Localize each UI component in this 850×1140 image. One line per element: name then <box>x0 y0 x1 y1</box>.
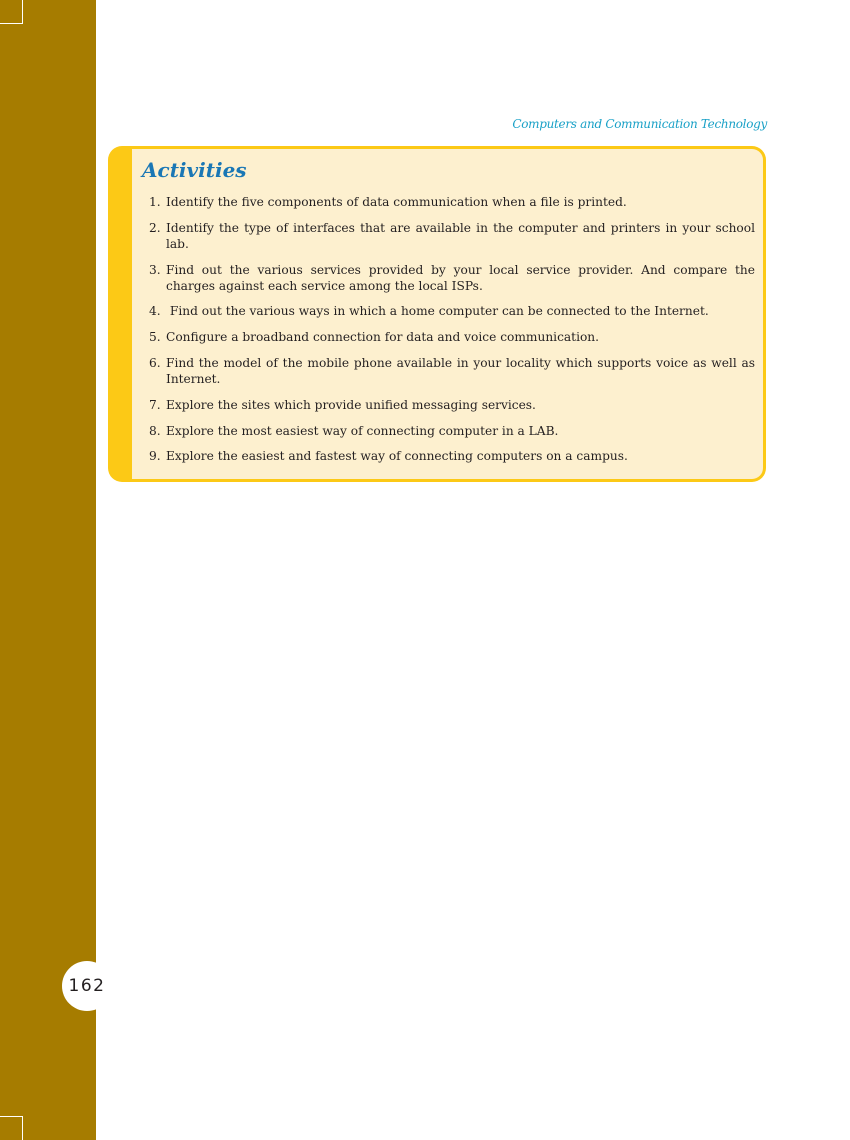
activity-text: Configure a broadband connection for data and voice communication. <box>166 330 600 345</box>
crop-mark-bottom <box>0 1116 23 1140</box>
activity-number: 5. <box>149 330 161 345</box>
activity-number: 3. <box>149 262 161 277</box>
activity-item <box>149 329 755 345</box>
activity-item <box>149 194 755 210</box>
activity-number: 6. <box>149 355 161 370</box>
activity-text: Explore the easiest and fastest way of connecting computers on a campus. <box>166 449 628 464</box>
activity-number: 9. <box>149 449 161 464</box>
activity-item <box>149 397 755 413</box>
activity-item <box>149 262 755 294</box>
activities-title: Activities <box>142 158 247 182</box>
activities-box <box>108 146 766 482</box>
activity-number: 2. <box>149 220 161 235</box>
activity-text: Identify the five components of data communication when a file is printed. <box>166 195 627 209</box>
activity-number: 7. <box>149 397 161 412</box>
activity-text: Explore the sites which provide unified messaging services. <box>166 397 536 412</box>
activity-text: Find the model of the mobile phone available in your locality which supports voice as well as Internet. <box>166 355 755 386</box>
activity-item <box>149 220 755 252</box>
activity-text: Explore the most easiest way of connecting computer in a LAB. <box>166 423 559 438</box>
activity-item <box>149 423 755 439</box>
activity-number: 4. <box>149 304 161 319</box>
activity-number: 8. <box>149 423 161 438</box>
crop-mark-top <box>0 0 23 24</box>
activity-text: Identify the type of interfaces that are available in the computer and printers in your school lab. <box>166 220 755 251</box>
activity-item <box>149 355 755 387</box>
page-number: 162 <box>62 961 112 1011</box>
activity-text: Find out the various services provided by your local service provider. And compare the charges against each service among the local ISPs. <box>166 262 755 293</box>
activity-item <box>149 303 755 319</box>
activity-item <box>149 448 755 464</box>
running-header: Computers and Communication Technology <box>512 117 767 131</box>
activities-list <box>149 194 755 474</box>
activity-text: Find out the various ways in which a home computer can be connected to the Internet. <box>166 304 709 319</box>
activity-number: 1. <box>149 195 161 209</box>
